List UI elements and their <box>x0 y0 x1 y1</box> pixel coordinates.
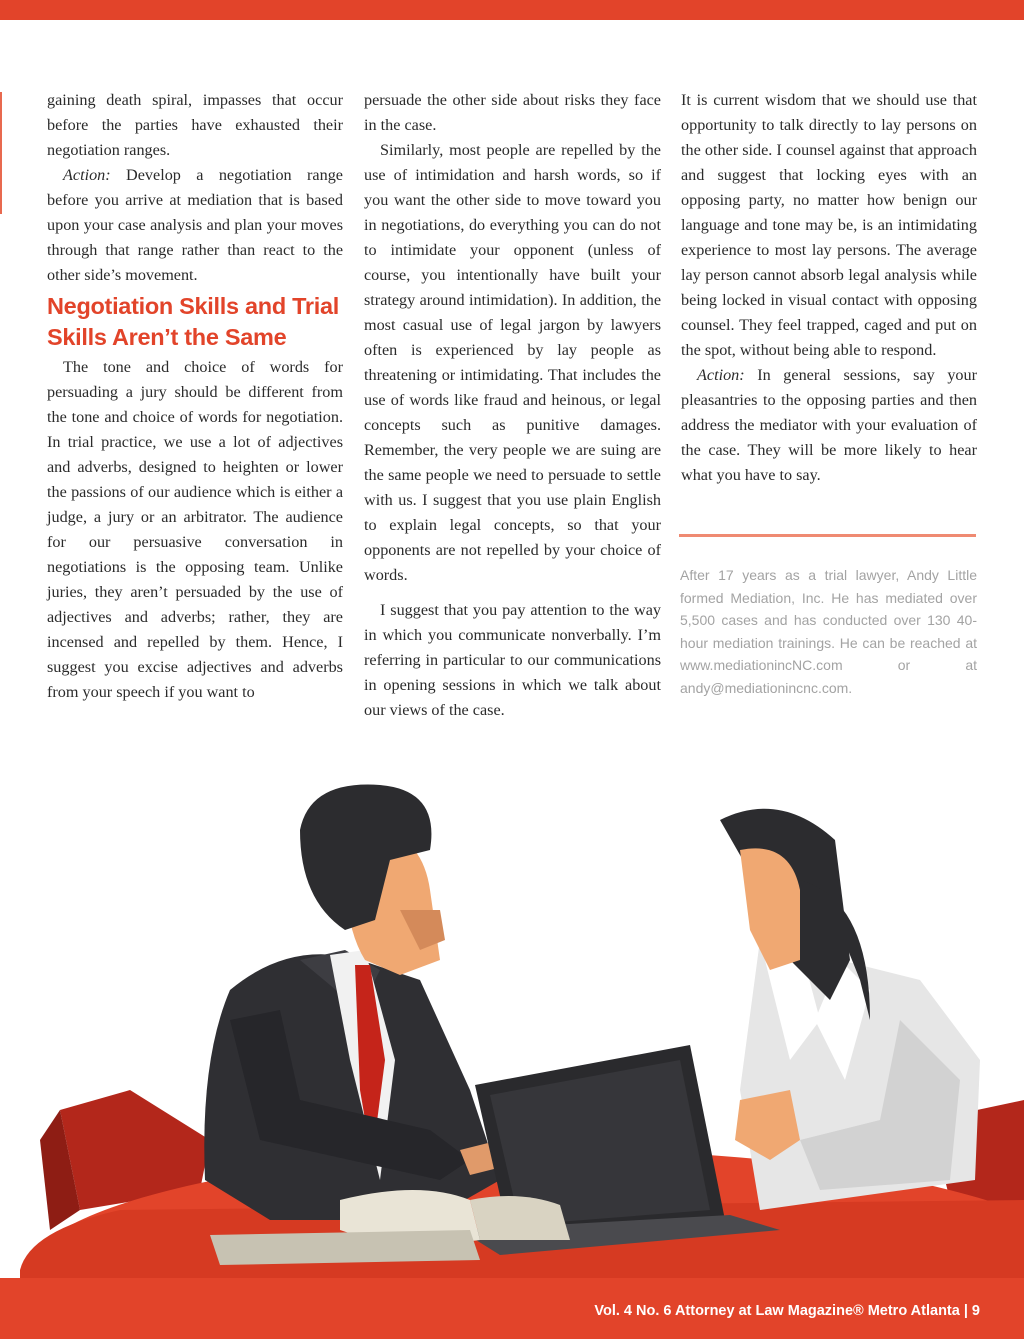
left-margin-rule <box>0 92 2 214</box>
action-text: Develop a negotiation range before you arrive at mediation that is based upon your case analysis and plan your moves through that range rather than react to the other side’s movement. <box>47 166 343 284</box>
bio-divider <box>679 534 976 537</box>
action-text: In general sessions, say your pleasantries to the opposing parties and then address the mediator with your evaluation of the case. They will be more likely to hear what you have to say. <box>681 366 977 484</box>
article-column-1 <box>47 88 343 705</box>
footer-text: Vol. 4 No. 6 Attorney at Law Magazine® Metro Atlanta | 9 <box>594 1303 980 1319</box>
section-heading: Negotiation Skills and Trial Skills Aren’t the Same <box>47 293 339 350</box>
paragraph: It is current wisdom that we should use that opportunity to talk directly to lay persons on the other side. I counsel against that approach and suggest that locking eyes with an opposing party, no matter how benign our language and tone may be, is an intimidating experience to most lay persons. The average lay person cannot absorb legal analysis while being locked in visual contact with opposing counsel. They feel trapped, caged and put on the spot, without being able to respond. <box>681 91 977 359</box>
action-label: Action: <box>697 366 745 384</box>
top-accent-bar <box>0 0 1024 20</box>
meeting-illustration-icon <box>0 760 1024 1339</box>
author-bio: After 17 years as a trial lawyer, Andy Little formed Mediation, Inc. He has mediated over 5,500 cases and has conducted over 130 40-hour mediation trainings. He can be reached at www.mediationincNC.com or at andy@mediationincnc.com. <box>680 567 977 696</box>
paragraph: Similarly, most people are repelled by the use of intimidation and harsh words, so if you want the other side to move toward you in negotiations, do everything you can do not to intimidate your opponent (unless of course, you intentionally have built your strategy around intimidation). In addition, the most casual use of legal jargon by lawyers often is experienced by lay people as threatening or intimidating. That includes the use of words like fraud and heinous, or legal concepts such as punitive damages. Remember, the very people we are suing are the same people we need to persuade to settle with us. I suggest that you use plain English to explain legal concepts, so that your opponents are not repelled by your choice of words. <box>364 141 661 584</box>
article-column-2 <box>364 88 661 723</box>
paragraph: I suggest that you pay attention to the way in which you communicate nonverbally. I’m referring in particular to our communications in opening sessions in which we talk about our views of the case. <box>364 601 661 719</box>
action-paragraph <box>47 163 343 288</box>
article-column-3 <box>681 88 977 488</box>
paragraph: persuade the other side about risks they face in the case. <box>364 91 661 134</box>
action-label: Action: <box>63 166 111 184</box>
action-paragraph <box>681 363 977 488</box>
paragraph: The tone and choice of words for persuading a jury should be different from the tone and choice of words for negotiation. In trial practice, we use a lot of adjectives and adverbs, designed to heighten or lower the passions of our audience which is either a judge, a jury or an arbitrator. The audience for our persuasive conversation in negotiations is the opposing team. Unlike juries, they aren’t persuaded by the use of adjectives and adverbs; rather, they are incensed and repelled by them. Hence, I suggest you excise adjectives and adverbs from your speech if you want to <box>47 358 343 701</box>
paragraph: gaining death spiral, impasses that occur before the parties have exhausted their negotiation ranges. <box>47 91 343 159</box>
